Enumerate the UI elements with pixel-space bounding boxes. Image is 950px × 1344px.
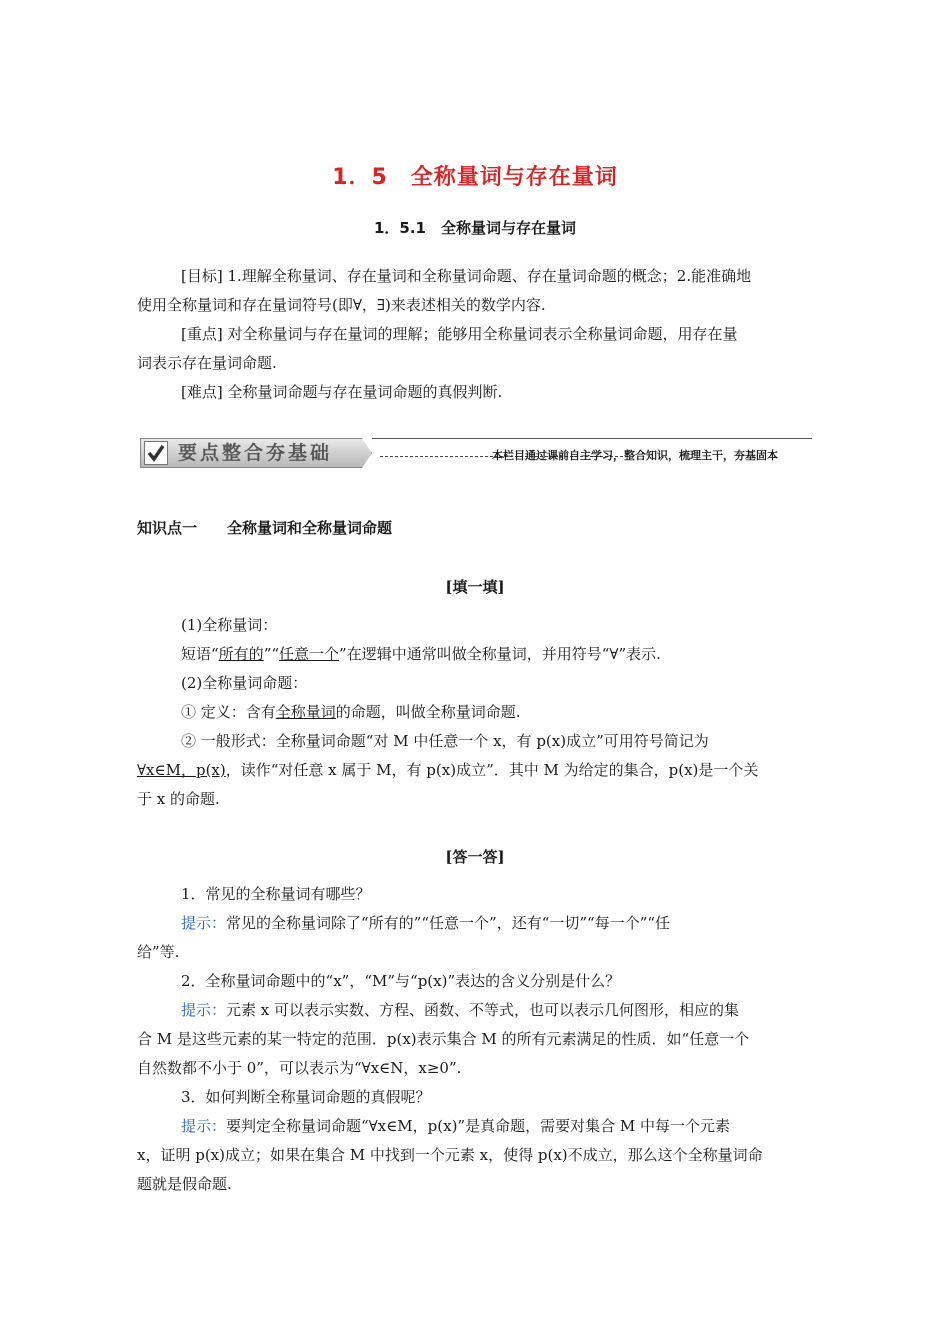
knowledge-line-2: 短语“所有的”“任意一个”在逻辑中通常叫做全称量词，并用符号“∀”表示. bbox=[181, 645, 661, 663]
knowledge-line-5: ② 一般形式：全称量词命题“对 M 中任意一个 x，有 p(x)成立”可用符号简记为 bbox=[181, 732, 709, 750]
symbol-form: ∀x∈M，p(x) bbox=[137, 761, 226, 779]
qa-body bbox=[137, 880, 813, 1199]
knowledge-line-7: 于 x 的命题. bbox=[137, 790, 220, 808]
answer-3-line-2: x，证明 p(x)成立；如果在集合 M 中找到一个元素 x，使得 p(x)不成立，那么这个全称量词命 bbox=[137, 1146, 763, 1164]
answer-1-line-2: 给”等. bbox=[137, 943, 180, 961]
answer-1-line-1: 提示：常见的全称量词除了“所有的”“任意一个”，还有“一切”“每一个”“任 bbox=[181, 914, 671, 932]
key-line-2: 词表示存在量词命题. bbox=[137, 354, 277, 372]
subsection-title: 1．5.1 全称量词与存在量词 bbox=[373, 219, 576, 237]
difficulty-label: [难点] bbox=[181, 383, 223, 401]
knowledge-line-6: ∀x∈M，p(x)，读作“对任意 x 属于 M，有 p(x)成立”．其中 M 为给定的集合，p(x)是一个关 bbox=[137, 761, 759, 779]
goals-block bbox=[137, 262, 813, 407]
hint-label: 提示： bbox=[181, 1117, 227, 1135]
banner-top-line bbox=[372, 438, 812, 439]
section-banner bbox=[140, 438, 812, 468]
difficulty-line: [难点] 全称量词命题与存在量词命题的真假判断. bbox=[181, 383, 503, 401]
question-2: 2．全称量词命题中的“x”，“M”与“p(x)”表达的含义分别是什么？ bbox=[181, 972, 621, 990]
check-icon bbox=[144, 441, 168, 465]
knowledge-line-1: (1)全称量词： bbox=[181, 616, 278, 634]
answer-2-line-3: 自然数都不小于 0”，可以表示为“∀x∈N，x≥0”. bbox=[137, 1059, 462, 1077]
key-label: [重点] bbox=[181, 325, 223, 343]
knowledge-line-3: (2)全称量词命题： bbox=[181, 674, 308, 692]
knowledge-body bbox=[137, 611, 813, 814]
target-line-1: [目标] 1.理解全称量词、存在量词和全称量词命题、存在量词命题的概念；2.能准确地 bbox=[181, 267, 752, 285]
term-all: 所有的 bbox=[218, 645, 264, 663]
term-any: 任意一个 bbox=[279, 645, 340, 663]
knowledge-line-4: ① 定义：含有全称量词的命题，叫做全称量词命题. bbox=[181, 703, 521, 721]
answer-3-line-3: 题就是假命题. bbox=[137, 1175, 232, 1193]
qa-heading: [答一答] bbox=[445, 848, 505, 866]
answer-2-line-1: 提示：元素 x 可以表示实数、方程、函数、不等式，也可以表示几何图形，相应的集 bbox=[181, 1001, 740, 1019]
knowledge-heading: 知识点一 全称量词和全称量词命题 bbox=[137, 519, 393, 537]
term-universal-quantifier: 全称量词 bbox=[275, 703, 336, 721]
answer-3-line-1: 提示：要判定全称量词命题“∀x∈M，p(x)”是真命题，需要对集合 M 中每一个元素 bbox=[181, 1117, 730, 1135]
answer-2-line-2: 合 M 是这些元素的某一特定的范围．p(x)表示集合 M 的所有元素满足的性质．如“任意一个 bbox=[137, 1030, 750, 1048]
question-1: 1．常见的全称量词有哪些？ bbox=[181, 885, 371, 903]
banner-note: 本栏目通过课前自主学习，整合知识，梳理主干，夯基固本 bbox=[492, 449, 778, 462]
fill-heading: [填一填] bbox=[445, 578, 505, 596]
banner-title: 要点整合夯基础 bbox=[178, 442, 333, 464]
hint-label: 提示： bbox=[181, 1001, 227, 1019]
key-line-1: [重点] 对全称量词与存在量词的理解；能够用全称量词表示全称量词命题，用存在量 bbox=[181, 325, 738, 343]
hint-label: 提示： bbox=[181, 914, 227, 932]
target-label: [目标] bbox=[181, 267, 223, 285]
target-line-2: 使用全称量词和存在量词符号(即∀，∃)来表述相关的数学内容. bbox=[137, 296, 546, 314]
section-title: 1．5 全称量词与存在量词 bbox=[332, 165, 618, 190]
question-3: 3．如何判断全称量词命题的真假呢？ bbox=[181, 1088, 431, 1106]
